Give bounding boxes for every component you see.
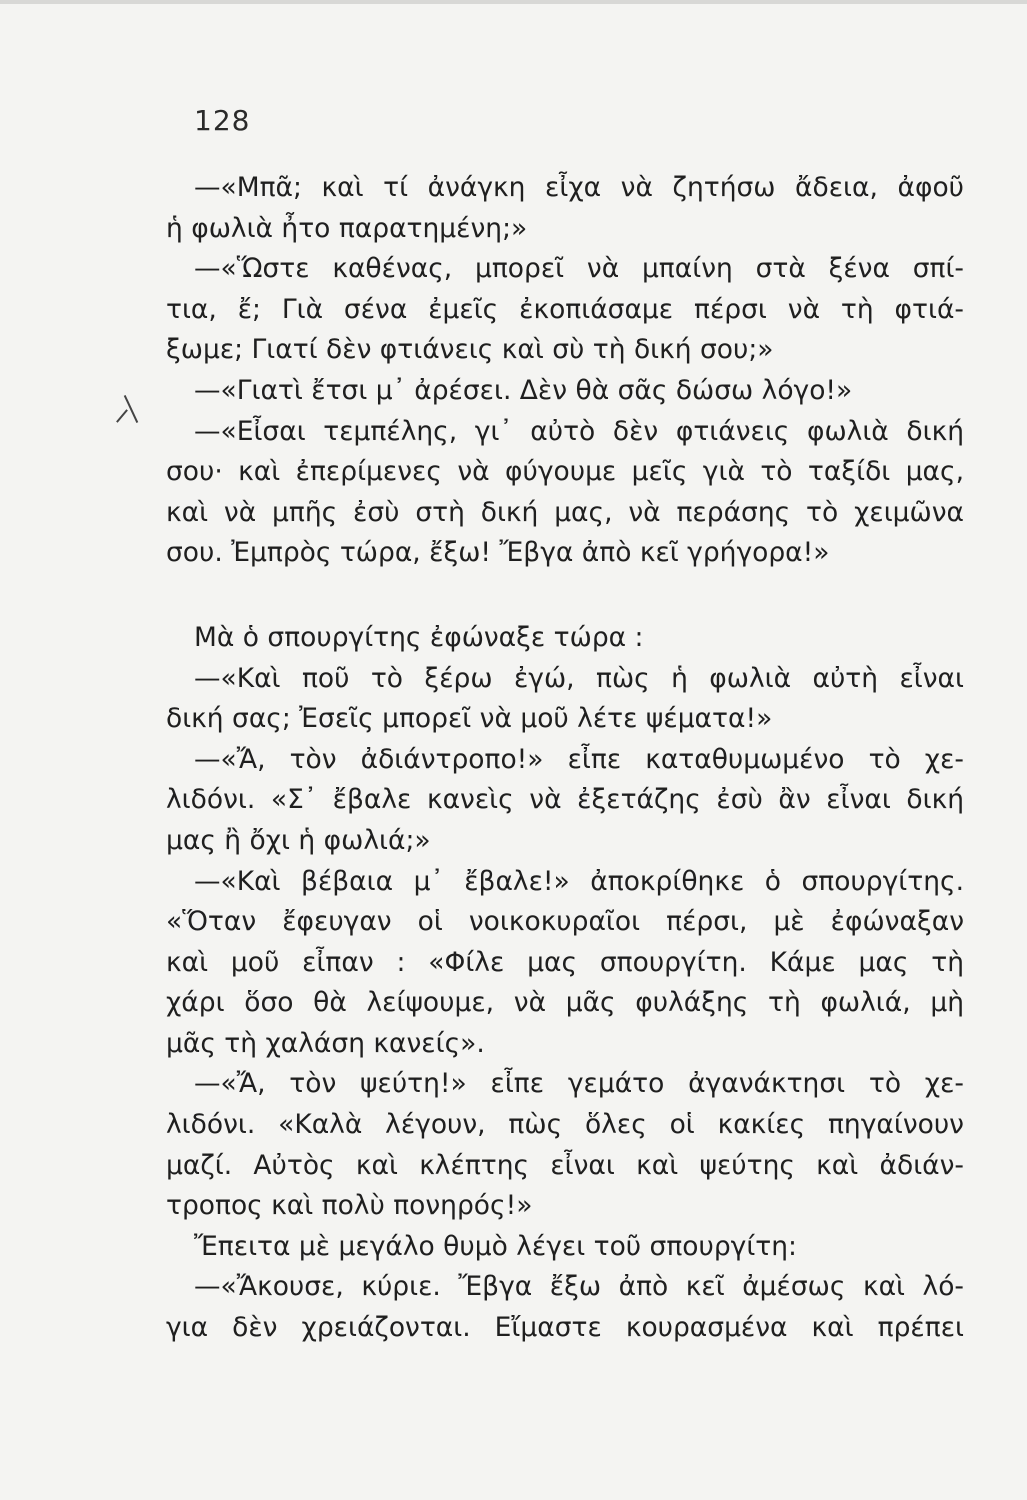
text-line: τροπος καὶ πολὺ πονηρός!» [166, 1190, 533, 1222]
text-line: —«Γιατὶ ἔτσι μ᾽ ἀρέσει. Δὲν θὰ σᾶς δώσω λόγο!» [194, 374, 853, 406]
text-line: —«Ἄ, τὸν ψεύτη!» εἶπε γεμάτο ἀγανάκτησι τὸ χε- [194, 1068, 964, 1100]
text-line: —«Καὶ βέβαια μ᾽ ἔβαλε!» ἀποκρίθηκε ὁ σπουργίτης. [194, 865, 964, 897]
paragraph-gap [166, 574, 964, 618]
text-line: μᾶς τὴ χαλάση κανείς». [166, 1027, 485, 1059]
page-number: 128 [194, 104, 251, 137]
margin-check-mark [118, 394, 140, 430]
text-line: καὶ νὰ μπῆς ἐσὺ στὴ δική μας, νὰ περάσης τὸ χειμῶνα [166, 496, 964, 528]
text-line: για δὲν χρειάζονται. Εἴμαστε κουρασμένα καὶ πρέπει [166, 1312, 964, 1344]
text-line: μαζί. Αὐτὸς καὶ κλέπτης εἶναι καὶ ψεύτης καὶ ἀδιάν- [166, 1149, 964, 1181]
text-line: μας ἢ ὄχι ἡ φωλιά;» [166, 824, 431, 856]
text-line: ξωμε; Γιατί δὲν φτιάνεις καὶ σὺ τὴ δική σου;» [166, 334, 774, 366]
text-line: Μὰ ὁ σπουργίτης ἐφώναξε τώρα : [194, 621, 644, 653]
text-line: χάρι ὅσο θὰ λείψουμε, νὰ μᾶς φυλάξης τὴ φωλιά, μὴ [166, 987, 964, 1019]
text-line: —«Ἄκουσε, κύριε. Ἔβγα ἔξω ἀπὸ κεῖ ἀμέσως καὶ λό- [194, 1271, 964, 1303]
text-line: τια, ἔ; Γιὰ σένα ἐμεῖς ἐκοπιάσαμε πέρσι νὰ τὴ φτιά- [166, 293, 964, 325]
text-line: λιδόνι. «Σ᾽ ἔβαλε κανεὶς νὰ ἐξετάζης ἐσὺ ἂν εἶναι δική [166, 784, 964, 816]
text-line: «Ὅταν ἔφευγαν οἱ νοικοκυραῖοι πέρσι, μὲ ἐφώναξαν [166, 906, 964, 938]
text-line: —«Μπᾶ; καὶ τί ἀνάγκη εἶχα νὰ ζητήσω ἄδεια, ἀφοῦ [194, 172, 964, 203]
text-line: —«Εἶσαι τεμπέλης, γι᾽ αὐτὸ δὲν φτιάνεις φωλιὰ δική [194, 415, 964, 447]
text-line: ἡ φωλιὰ ἦτο παρατημένη;» [166, 212, 528, 244]
text-line: σου· καὶ ἐπερίμενες νὰ φύγουμε μεῖς γιὰ τὸ ταξίδι μας, [166, 456, 964, 488]
text-line: δική σας; Ἐσεῖς μπορεῖ νὰ μοῦ λέτε ψέματα!» [166, 703, 773, 735]
text-line: —«Ἄ, τὸν ἀδιάντροπο!» εἶπε καταθυμωμένο τὸ χε- [194, 743, 964, 775]
text-line: —«Καὶ ποῦ τὸ ξέρω ἐγώ, πὼς ἡ φωλιὰ αὐτὴ εἶναι [194, 662, 964, 694]
text-line: λιδόνι. «Καλὰ λέγουν, πὼς ὅλες οἱ κακίες πηγαίνουν [166, 1109, 964, 1141]
text-line: καὶ μοῦ εἶπαν : «Φίλε μας σπουργίτη. Κάμε μας τὴ [166, 946, 964, 978]
text-line: σου. Ἐμπρὸς τώρα, ἔξω! Ἔβγα ἀπὸ κεῖ γρήγορα!» [166, 537, 830, 569]
body-text [166, 168, 964, 1349]
text-line: Ἔπειτα μὲ μεγάλο θυμὸ λέγει τοῦ σπουργίτη: [194, 1230, 797, 1262]
text-line: —«Ὥστε καθένας, μπορεῖ νὰ μπαίνη στὰ ξένα σπί- [194, 253, 964, 285]
